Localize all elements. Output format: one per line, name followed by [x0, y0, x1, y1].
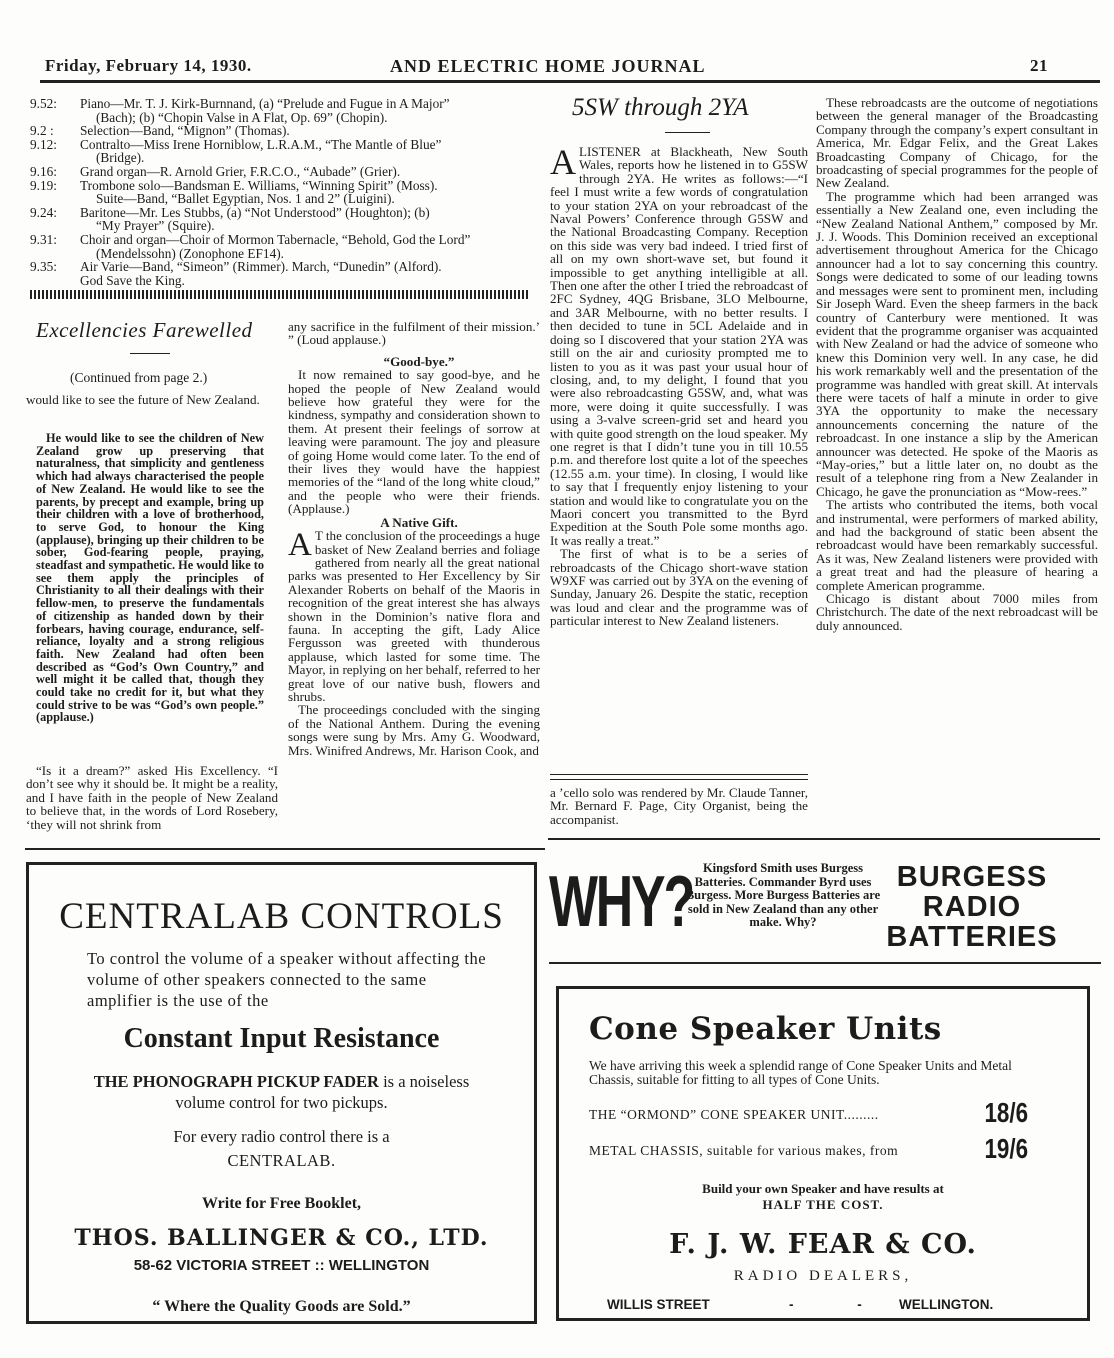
- sw-p6: Chicago is distant about 7000 miles from Christchurch. The date of the next rebroadcast will be duly announced.: [816, 591, 1098, 633]
- sw-col2: [816, 96, 1098, 830]
- farewell-p3: “Is it a dream?” asked His Excellency. “I don’t see why it should be. It might be a reality, and I have faith in the people of New Zealand to believe that, in the words of Lord Rosebery, ‘they will not shrink from: [26, 764, 278, 832]
- programme-item: [30, 124, 535, 138]
- ormond-line: THE “ORMOND” CONE SPEAKER UNIT.........: [589, 1107, 879, 1122]
- burgess-batteries: BATTERIES: [886, 921, 1058, 953]
- farewell-p7: The proceedings concluded with the singing of the National Anthem. During the evening songs were sung by Mrs. Amy G. Woodward, Mrs. Winifred Andrews, Mr. Harison Cook, and: [288, 702, 540, 758]
- programme-time: 9.19:: [30, 177, 57, 193]
- programme-item-cont: “My Prayer” (Squire).: [96, 218, 215, 234]
- farewell-col1-top: [26, 393, 278, 425]
- continued-note: (Continued from page 2.): [70, 370, 208, 385]
- native-gift-heading: A Native Gift.: [380, 514, 458, 530]
- programme-item-cont: (Bach); (b) “Chopin Valse in A Flat, Op. 69” (Chopin).: [96, 109, 388, 125]
- header-rule: [40, 80, 1100, 83]
- build-line: Build your own Speaker and have results at: [702, 1181, 944, 1196]
- chassis-price: 19/6: [984, 1133, 1029, 1164]
- farewell-title: Excellencies Farewelled: [36, 318, 253, 342]
- ballinger-slogan: “ Where the Quality Goods are Sold.”: [152, 1298, 411, 1315]
- title-rule: [130, 353, 170, 354]
- drop-cap: A: [550, 145, 576, 182]
- burgess-radio: RADIO: [922, 891, 1022, 923]
- fader-name: THE PHONOGRAPH PICKUP FADER: [93, 1072, 379, 1091]
- farewell-col2: [288, 320, 540, 842]
- half-cost: HALF THE COST.: [762, 1197, 884, 1212]
- programme-item: [30, 179, 535, 193]
- burgess-brand: BURGESS: [896, 861, 1048, 893]
- farewell-p4: any sacrifice in the fulfilment of their mission.’ ” (Loud applause.): [288, 320, 540, 348]
- cone-speaker-ad: [556, 986, 1090, 1321]
- farewell-col1-bold: [36, 432, 264, 752]
- programme-time: 9.24:: [30, 204, 57, 220]
- centralab-ad: [26, 862, 537, 1324]
- section-rule: [549, 962, 1101, 964]
- issue-date: Friday, February 14, 1930.: [45, 56, 252, 75]
- programme-time: 9.16:: [30, 163, 57, 179]
- farewell-p2: He would like to see the children of New Zealand grow up preserving that naturalness, that simplicity and gentleness which had always characterised the people of New Zealand. He would like to see the parents, by precept and example, bring up their children with a love of brotherhood, to serve God, to honour the King (applause), bringing up their children to be sober, God-fearing people, praying, steadfast and sympathetic. He would like to see them apply the principles of Christianity to all their dealings with their fellow-men, to preserve the fundamentals of citizenship as handed down by their forbears, having courage, endurance, self-reliance, loyalty and a strong religious faith. New Zealand had often been described as “God’s Own Country,” and well might it be called that, though they could take no credit for it, but what they could strive to be was “God’s own people.” (applause.): [36, 432, 264, 725]
- free-booklet: Write for Free Booklet,: [201, 1195, 362, 1212]
- programme-text: Piano—Mr. T. J. Kirk-Burnnand, (a) “Prelude and Fugue in A Major”: [80, 96, 450, 111]
- programme-listing: [30, 97, 535, 287]
- farewell-p5: It now remained to say good-bye, and he hoped the people of New Zealand would believe how grateful they were for the kindness, sympathy and consideration shown to them. At present their feelings of sorrow at leaving were paramount. The joy and pleasure of going Home would come later. To the end of their lives they would have the happiest memories of the “land of the long white cloud,” and the people who were their friends. (Applause.): [288, 367, 540, 517]
- farewell-col1-bottom: [26, 764, 278, 844]
- fear-firm: F. J. W. FEAR & CO.: [669, 1229, 977, 1260]
- burgess-text: Kingsford Smith uses Burgess Batteries. Commander Byrd uses Burgess. More Burgess Batteries are sold in New Zealand than any other make. Why?: [685, 861, 881, 929]
- sw-p1: LISTENER at Blackheath, New South Wales, reports how he listened in to G5SW through 2YA. He writes as follows:—“I feel I must write a few words of congratulation to your station 2YA on your rebroadcast of the Naval Powers’ Conference through G5SW and the National Broadcasting Company. Reception on this side was very bad indeed. I tried first of all on my own short-wave set, but found it impossible to get anything intelligible at all. Then one after the other I tried the rebroadcast of 2FC Sydney, 4QG Brisbane, 3LO Melbourne, and 3AR Melbourne, with no better results. I then decided to tune in 5CL Adelaide and in doing so I discovered that your station 2YA was still on the air and curiosity prompted me to listen to you as it was past your usual hour of closing, and, to my delight, I found that you were also rebroadcasting G5SW, and, what was more, were doing it quite successfully. I was using a 3-valve screen-grid set and heard you with quite good strength on the loud speaker. My one regret is that I didn’t tune you in till 10.55 p.m. and therefore lost quite a lot of the speeches (12.55 a.m. your time). In closing, I would like to say that I frequently enjoy listening to your station and would like to congratulate you on the Maori concert you transmitted to the Byrd Expedition at the South Pole some months ago. It was really a treat.”: [550, 145, 808, 548]
- fader-desc: is a noiseless volume control for two pickups.: [175, 1072, 470, 1112]
- programme-item: [30, 260, 535, 274]
- sw-title: 5SW through 2YA: [572, 94, 749, 121]
- programme-item: [30, 233, 535, 247]
- radio-dealers: RADIO DEALERS,: [733, 1268, 913, 1284]
- centralab-brand: CENTRALAB.: [227, 1151, 336, 1170]
- programme-text: Contralto—Miss Irene Horniblow, L.R.A.M., “The Mantle of Blue”: [80, 136, 442, 152]
- sw-p4: The programme which had been arranged was essentially a New Zealand one, even including the “New Zealand National Anthem,” composed by Mr. J. J. Woods. This Dominion received an exceptional advertisement throughout America for the Chicago announcer had a lot to say concerning this country. Songs were dedicated to some of our leading towns and messages were sent to prominent men, including Sir Joseph Ward. Even the sheep farmers in the back country of Canterbury were mentioned. It was evident that the programme organiser was acquainted with New Zealand or had the advice of someone who knew this Dominion very well. In any case, he did his work remarkably well and the presentation of the programme was handled with great skill. At intervals there were tacets of half a minute in order to give 3YA the opportunity to make the necessary announcements concerning the nature of the rebroadcast. In one instance a slip by the American announcer was detected. He spoke of the Maoris as “May-ories,” but a little later on, no doubt as the result of a telephone ring from a New Zealander in Chicago, he gave the pronunciation as “Mow-rees.”: [816, 188, 1098, 499]
- ormond-price: 18/6: [984, 1097, 1029, 1128]
- programme-item: [30, 138, 535, 152]
- double-rule: [550, 774, 808, 780]
- sw-col1-bottom: [550, 786, 808, 828]
- programme-text: Grand organ—R. Arnold Grier, F.R.C.O., “Aubade” (Grier).: [80, 163, 401, 179]
- drop-cap: A: [288, 527, 312, 564]
- farewell-p8: a ’cello solo was rendered by Mr. Claude Tanner, Mr. Bernard F. Page, City Organist, being the accompanist.: [550, 786, 808, 827]
- programme-item: [30, 165, 535, 179]
- programme-item-cont: (Bridge).: [96, 150, 145, 166]
- programme-time: 9.52:: [30, 96, 57, 111]
- sw-col1: [550, 145, 808, 770]
- programme-item-cont: (Mendelssohn) (Zonophone EF14).: [96, 245, 284, 261]
- programme-text: Air Varie—Band, “Simeon” (Rimmer). March, “Dunedin” (Alford).: [80, 259, 442, 275]
- farewell-p6: T the conclusion of the proceedings a huge basket of New Zealand berries and foliage gathered from nearly all the great national parks was presented to Her Excellency by Sir Alexander Roberts on behalf of the Maoris in recognition of the great interest she has always shown in the Dominion’s native flora and fauna. In accepting the gift, Lady Alice Fergusson was greeted with thunderous applause, which lasted for some time. The Mayor, in replying on her behalf, referred to her great love of our native bush, flowers and shrubs.: [288, 528, 540, 704]
- farewell-p1: would like to see the future of New Zealand.: [26, 393, 260, 407]
- hatch-divider: [30, 290, 528, 299]
- every-control-text: For every radio control there is a: [173, 1127, 390, 1146]
- journal-title: AND ELECTRIC HOME JOURNAL: [390, 56, 706, 76]
- goodbye-heading: “Good-bye.”: [383, 353, 455, 369]
- sw-p2: The first of what is to be a series of rebroadcasts of the Chicago short-wave station W9XF was carried out by 3YA on the evening of Sunday, January 26. Despite the static, reception was loud and clear and the programme was of particular interest to New Zealand listeners.: [550, 546, 808, 629]
- programme-text: Trombone solo—Bandsman E. Williams, “Winning Spirit” (Moss).: [80, 177, 438, 193]
- cone-title: Cone Speaker Units: [589, 1011, 942, 1047]
- programme-text: Choir and organ—Choir of Mormon Tabernacle, “Behold, God the Lord”: [80, 231, 471, 247]
- page-number: 21: [1030, 56, 1048, 75]
- programme-item: [30, 97, 535, 111]
- title-rule: [665, 132, 710, 133]
- why-headline: WHY?: [549, 862, 693, 942]
- programme-time: 9.2 :: [30, 123, 54, 139]
- section-rule: [548, 838, 1100, 840]
- programme-time: 9.35:: [30, 259, 57, 275]
- programme-close: God Save the King.: [80, 272, 185, 288]
- ballinger-address: 58-62 VICTORIA STREET :: WELLINGTON: [133, 1257, 430, 1274]
- programme-item: [30, 206, 535, 220]
- programme-item-cont: Suite—Band, “Ballet Egyptian, Nos. 1 and 2” (Luigini).: [96, 191, 395, 207]
- fear-street: WILLIS STREET: [607, 1297, 710, 1312]
- sw-p5: The artists who contributed the items, both vocal and instrumental, were performers of marked ability, and had the background of static been absent the rebroadcast would have been remarkably successful. As it was, New Zealand listeners were provided with a great treat and had the pleasure of hearing a complete American programme.: [816, 497, 1098, 593]
- programme-time: 9.12:: [30, 136, 57, 152]
- constant-input-heading: Constant Input Resistance: [123, 1023, 440, 1054]
- programme-text: Baritone—Mr. Les Stubbs, (a) “Not Understood” (Houghton); (b): [80, 204, 430, 220]
- section-rule: [25, 848, 545, 850]
- ballinger-firm: THOS. BALLINGER & CO., LTD.: [74, 1225, 489, 1251]
- fear-city: WELLINGTON.: [899, 1297, 994, 1312]
- address-separator: - -: [789, 1297, 892, 1312]
- centralab-title: CENTRALAB CONTROLS: [59, 896, 504, 937]
- centralab-intro: To control the volume of a speaker without affecting the volume of other speakers connected to the same amplifier is the use of the: [87, 949, 487, 1010]
- cone-intro: We have arriving this week a splendid range of Cone Speaker Units and Metal Chassis, suitable for fitting to all types of Cone Units.: [589, 1058, 1012, 1087]
- sw-p3: These rebroadcasts are the outcome of negotiations between the general manager of the Broadcasting Company through the company’s expert consultant in America, Mr. Edgar Felix, and the Great Lakes Broadcasting Company of Chicago, for the broadcasting of special programmes for the people of New Zealand.: [816, 96, 1098, 191]
- programme-time: 9.31:: [30, 231, 57, 247]
- programme-text: Selection—Band, “Mignon” (Thomas).: [80, 123, 290, 139]
- chassis-line: METAL CHASSIS, suitable for various makes, from: [589, 1143, 899, 1158]
